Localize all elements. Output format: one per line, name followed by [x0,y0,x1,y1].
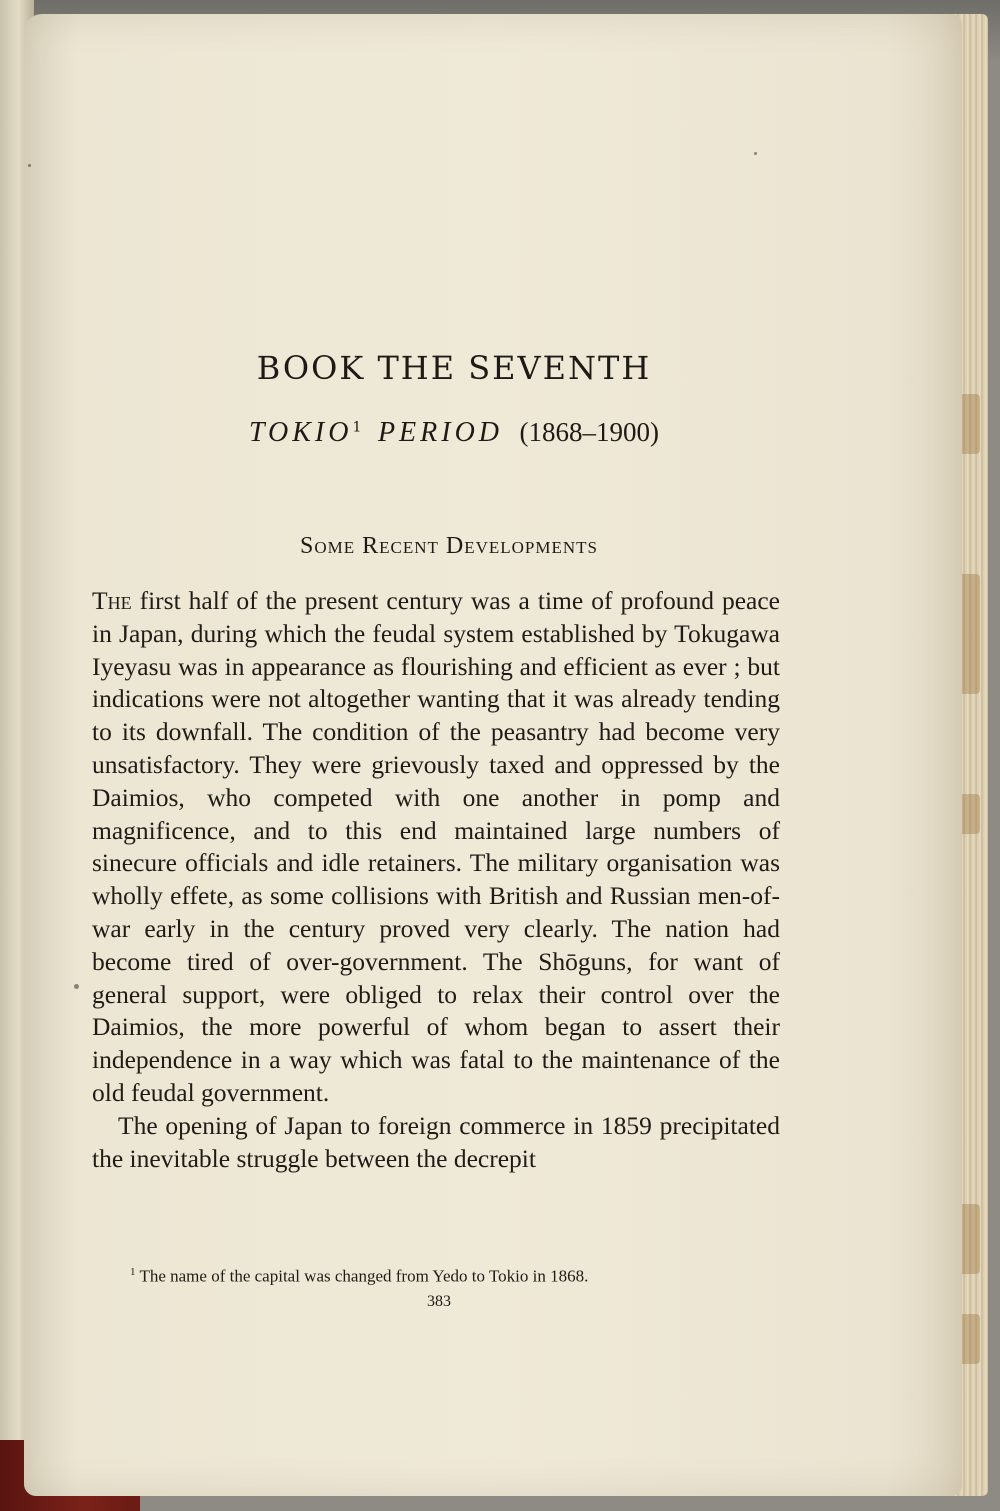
paragraph: The opening of Japan to foreign commerce in 1859 precipitated the inevitable struggle between the decrepit [92,1110,780,1173]
section-heading: Some Recent Developments [299,533,598,559]
footnote-number: 1 [130,1266,136,1278]
paragraph-text: first half of the present century was a time of profound peace in Japan, during which the feudal system established by Tokugawa Iyeyasu was in appearance as flourishing and efficient as ever ; but indications were not altogether wanting that it was already tending to its downfall. The condition of the peasantry had become very unsatisfactory. They were grievously taxed and oppressed by the Daimios, who competed with one another in pomp and magnificence, and to this end maintained large numbers of sinecure officials and idle retainers. The military organisation was wholly effete, as some collisions with British and Russian men-of-war early in the century proved very clearly. The nation had become tired of over-government. The Shōguns, for want of general support, were obliged to relax their control over the Daimios, the more powerful of whom began to assert their independence in a way which was fatal to the maintenance of the old feudal government. [92,586,780,1107]
footnote-text: The name of the capital was changed from Yedo to Tokio in 1868. [139,1266,589,1286]
period-heading [24,417,884,449]
page-number: 383 [427,1293,451,1310]
period-word: PERIOD [377,417,504,448]
paragraph-lead: The [92,586,132,615]
footnote [130,1266,770,1287]
paragraph [92,585,780,1110]
footnote-mark: 1 [352,419,362,436]
book-page [24,14,962,1496]
paper-speck [754,152,757,155]
paper-speck [28,164,31,167]
book-title: BOOK THE SEVENTH [256,349,652,387]
period-dates: (1868–1900) [519,417,660,447]
body-text [92,585,780,1175]
period-name: TOKIO [248,417,353,448]
paper-speck [74,984,79,989]
